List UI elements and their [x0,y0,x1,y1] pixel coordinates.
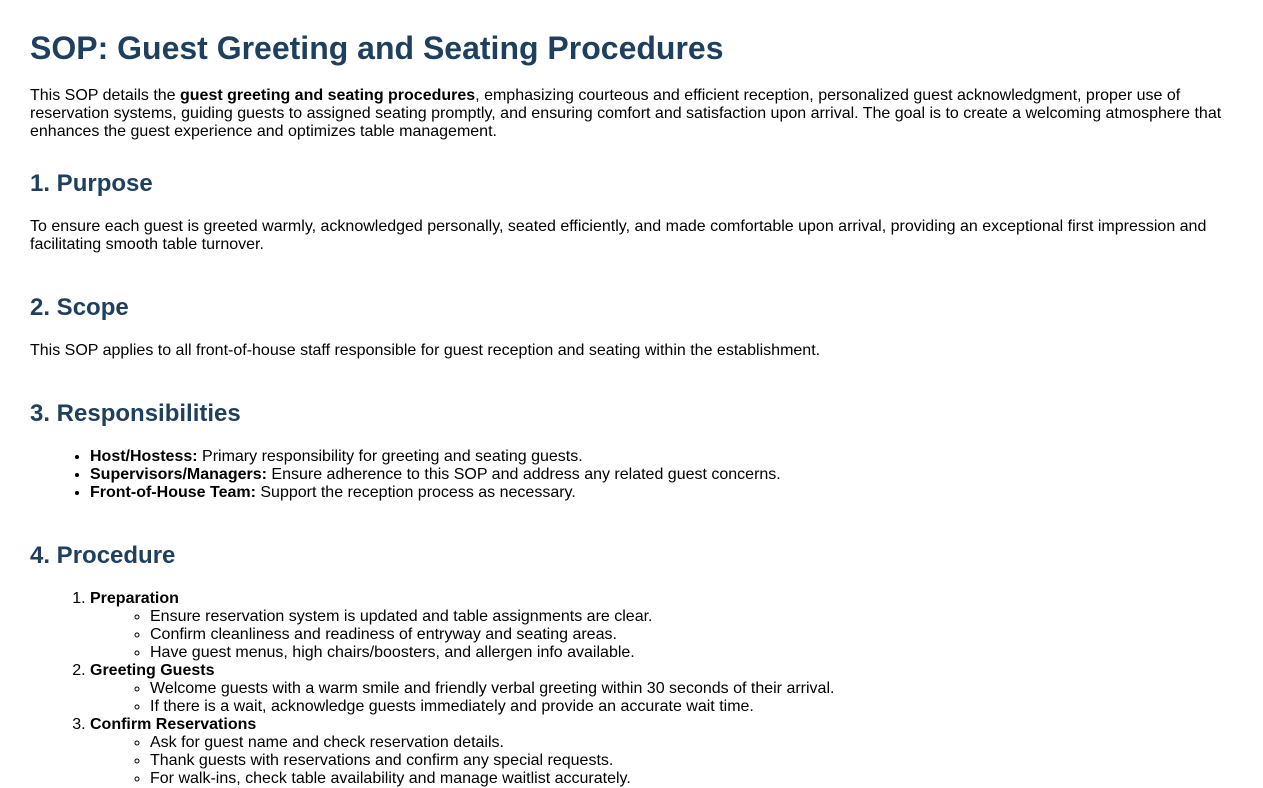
procedure-substep: ◦ Welcome guests with a warm smile and friendly verbal greeting within 30 seconds of their arrival. [150,680,1233,698]
responsibilities-list [30,448,1233,502]
intro-text-end: , emphasizing courteous and efficient reception, personalized guest acknowledgment, proper use of reservation systems, guiding guests to assigned seating promptly, and ensuring comfort and satisfaction upon arrival. The goal is to create a welcoming atmosphere that enhances the guest experience and optimizes table management. [30,87,1222,140]
responsibilities-heading: 3. Responsibilities [30,400,241,427]
page-title: SOP: Guest Greeting and Seating Procedures [30,30,724,66]
responsibility-role: Host/Hostess: [90,448,198,465]
responsibility-role: Supervisors/Managers: [90,466,267,483]
procedure-substep: ◦ If there is a wait, acknowledge guests immediately and provide an accurate wait time. [150,698,1233,716]
intro-paragraph [30,87,1233,141]
responsibility-item [90,448,1233,466]
procedure-substep: ◦ Thank guests with reservations and confirm any special requests. [150,752,1233,770]
procedure-step-title: Greeting Guests [90,662,215,679]
procedure-substep: ◦ Ask for guest name and check reservation details. [150,734,1233,752]
purpose-text: To ensure each guest is greeted warmly, acknowledged personally, seated efficiently, and made comfortable upon arrival, providing an exceptional first impression and facilitating smooth table turnover. [30,218,1207,253]
procedure-step-title: Preparation [90,590,179,607]
procedure-heading: 4. Procedure [30,542,176,569]
responsibility-item [90,484,1233,502]
intro-bold-text: guest greeting and seating procedures [180,87,476,104]
responsibility-text: Primary responsibility for greeting and seating guests. [197,448,583,465]
responsibility-text: Ensure adherence to this SOP and address any related guest concerns. [266,466,781,483]
scope-heading: 2. Scope [30,294,129,321]
procedure-list [30,590,1233,788]
procedure-step [90,590,1233,662]
procedure-step [90,716,1233,788]
intro-text-start: This SOP details the [30,87,180,104]
responsibility-text: Support the reception process as necessary. [255,484,576,501]
procedure-substep: ◦ Confirm cleanliness and readiness of entryway and seating areas. [150,626,1233,644]
purpose-heading: 1. Purpose [30,170,153,197]
procedure-substep: ◦ Have guest menus, high chairs/boosters, and allergen info available. [150,644,1233,662]
procedure-substep: ◦ For walk-ins, check table availability and manage waitlist accurately. [150,770,1233,788]
responsibility-role: Front-of-House Team: [90,484,256,501]
responsibility-item [90,466,1233,484]
procedure-substeps [90,734,1233,788]
procedure-step [90,662,1233,716]
procedure-substeps [90,608,1233,662]
procedure-step-title: Confirm Reservations [90,716,257,733]
scope-text: This SOP applies to all front-of-house staff responsible for guest reception and seating within the establishment. [30,342,821,359]
procedure-substeps [90,680,1233,716]
procedure-substep: ◦ Ensure reservation system is updated and table assignments are clear. [150,608,1233,626]
